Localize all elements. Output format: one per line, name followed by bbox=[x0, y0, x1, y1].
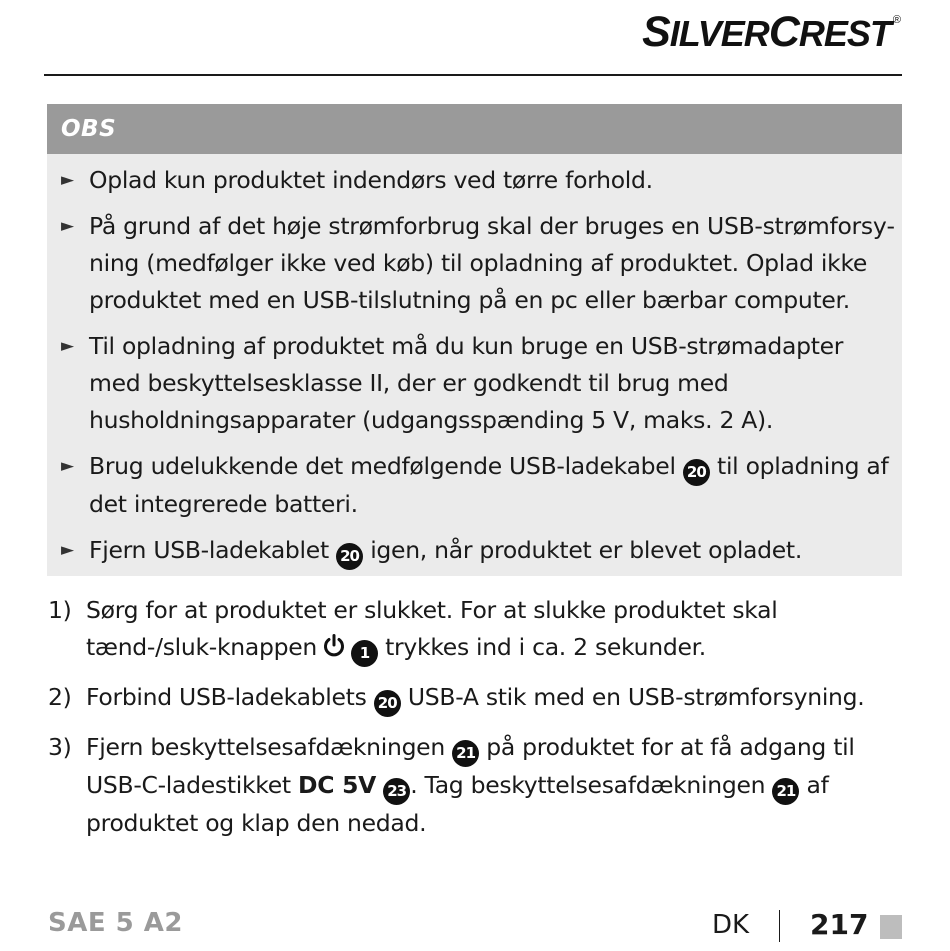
notice-item: ► Til opladning af produktet må du kun bruge en USB-strømadapter med beskyttelsesklasse II, der er godkendt til brug med husholdningsapparater (udgangsspænding 5 V, maks. 2 A). bbox=[61, 328, 896, 439]
bullet-arrow-icon: ► bbox=[61, 540, 74, 560]
ref-number-badge: 1 bbox=[351, 640, 378, 667]
notice-item: ► På grund af det høje strømforbrug skal der bruges en USB-strømforsyning (medfølger ikke ved køb) til opladning af produktet. Oplad ikke produktet med en USB-tilslutning på en pc eller bærbar computer. bbox=[61, 208, 896, 319]
step-item: 3) Fjern beskyttelsesafdækningen 21 på produktet for at få adgang til USB-C-ladestikket DC 5V 23 . Tag beskyttelsesafdækningen 21 af produktet og klap den nedad. bbox=[48, 729, 898, 842]
notice-item: ► Brug udelukkende det medfølgende USB-ladekabel 20 til opladning af det integrerede batteri. bbox=[61, 448, 896, 523]
ref-number-badge: 20 bbox=[683, 459, 710, 486]
step-item: 2) Forbind USB-ladekablets 20 USB-A stik med en USB-strømforsyning. bbox=[48, 679, 898, 717]
ref-number-badge: 21 bbox=[452, 740, 479, 767]
notice-list bbox=[61, 162, 896, 579]
footer-divider bbox=[779, 910, 780, 942]
language-code: DK bbox=[712, 910, 750, 940]
notice-item: ► Fjern USB-ladekablet 20 igen, når produktet er blevet opladet. bbox=[61, 532, 896, 570]
notice-box bbox=[47, 104, 902, 576]
page-number: 217 bbox=[810, 908, 869, 941]
ref-number-badge: 23 bbox=[383, 778, 410, 805]
brand-logo: SILVERCREST ® bbox=[642, 8, 900, 56]
bullet-arrow-icon: ► bbox=[61, 216, 74, 236]
model-number: SAE 5 A2 bbox=[48, 908, 184, 938]
notice-heading: OBS bbox=[47, 104, 902, 154]
header-rule bbox=[44, 74, 902, 76]
ref-number-badge: 20 bbox=[374, 690, 401, 717]
ref-number-badge: 21 bbox=[772, 778, 799, 805]
step-number: 3) bbox=[48, 733, 72, 761]
bullet-arrow-icon: ► bbox=[61, 170, 74, 190]
page-marker bbox=[880, 915, 902, 939]
step-number: 2) bbox=[48, 683, 72, 711]
notice-item: ► Oplad kun produktet indendørs ved tørre forhold. bbox=[61, 162, 896, 199]
connector-label: DC 5V bbox=[298, 771, 377, 799]
step-number: 1) bbox=[48, 596, 72, 624]
ref-number-badge: 20 bbox=[336, 543, 363, 570]
step-list bbox=[48, 592, 898, 854]
bullet-arrow-icon: ► bbox=[61, 456, 74, 476]
step-item: 1) Sørg for at produktet er slukket. For at slukke produktet skal tænd-/sluk-knappen 1 trykkes ind i ca. 2 sekunder. bbox=[48, 592, 898, 667]
bullet-arrow-icon: ► bbox=[61, 336, 74, 356]
power-icon bbox=[321, 633, 347, 659]
